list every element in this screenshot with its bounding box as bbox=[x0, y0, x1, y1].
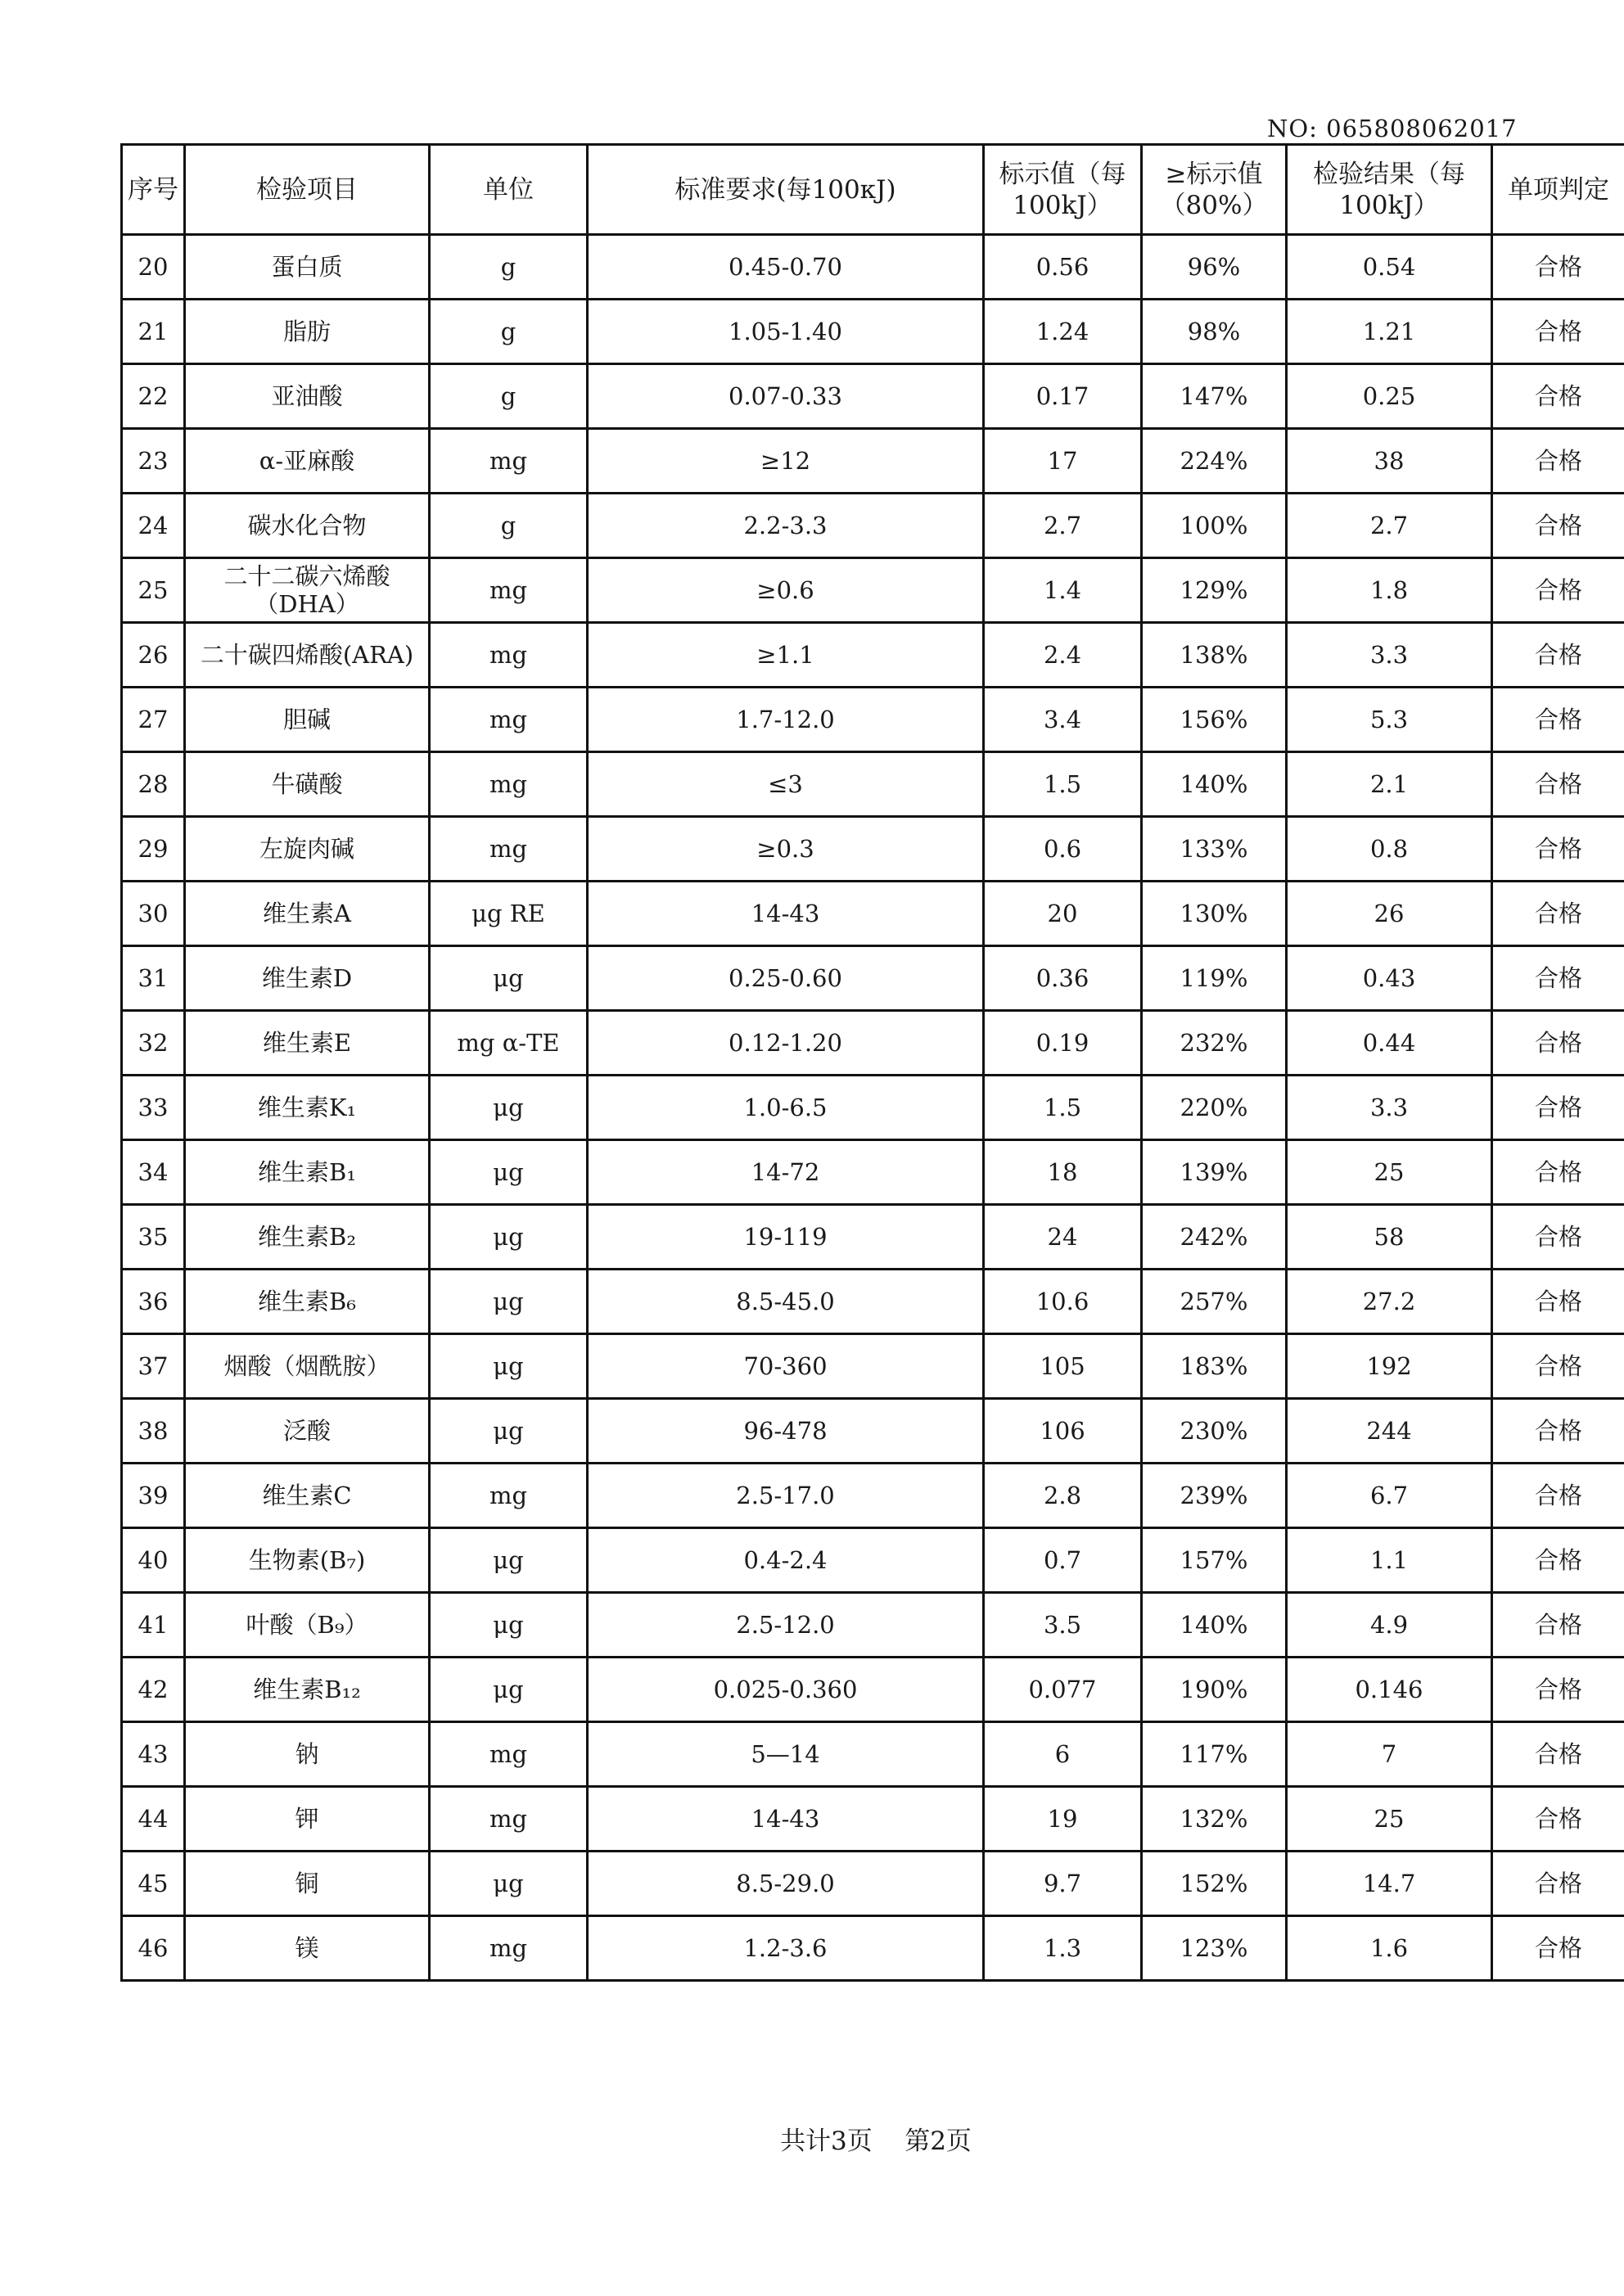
cell-no: 27 bbox=[122, 688, 185, 752]
cell-result: 192 bbox=[1287, 1334, 1492, 1399]
cell-labeled-value: 0.36 bbox=[984, 946, 1142, 1011]
cell-standard: 0.07-0.33 bbox=[588, 364, 984, 429]
cell-standard: ≥1.1 bbox=[588, 623, 984, 688]
cell-ratio: 129% bbox=[1142, 558, 1287, 623]
cell-judgement: 合格 bbox=[1492, 1334, 1624, 1399]
header-ratio: ≥标示值（80%） bbox=[1142, 145, 1287, 235]
cell-standard: 2.5-12.0 bbox=[588, 1593, 984, 1658]
cell-standard: ≥0.3 bbox=[588, 817, 984, 882]
cell-item: 亚油酸 bbox=[185, 364, 430, 429]
cell-ratio: 220% bbox=[1142, 1076, 1287, 1140]
cell-standard: 0.12-1.20 bbox=[588, 1011, 984, 1076]
cell-item: 维生素D bbox=[185, 946, 430, 1011]
cell-ratio: 140% bbox=[1142, 1593, 1287, 1658]
cell-unit: mg α-TE bbox=[430, 1011, 588, 1076]
cell-result: 27.2 bbox=[1287, 1270, 1492, 1334]
header-judgement: 单项判定 bbox=[1492, 145, 1624, 235]
cell-result: 0.44 bbox=[1287, 1011, 1492, 1076]
table-row bbox=[122, 1852, 1624, 1916]
cell-ratio: 242% bbox=[1142, 1205, 1287, 1270]
cell-ratio: 152% bbox=[1142, 1852, 1287, 1916]
cell-no: 41 bbox=[122, 1593, 185, 1658]
cell-no: 44 bbox=[122, 1787, 185, 1852]
table-row bbox=[122, 494, 1624, 558]
cell-result: 38 bbox=[1287, 429, 1492, 494]
cell-labeled-value: 0.6 bbox=[984, 817, 1142, 882]
cell-judgement: 合格 bbox=[1492, 1658, 1624, 1722]
cell-labeled-value: 2.4 bbox=[984, 623, 1142, 688]
table-row bbox=[122, 623, 1624, 688]
cell-standard: 2.2-3.3 bbox=[588, 494, 984, 558]
cell-item: 叶酸（B₉） bbox=[185, 1593, 430, 1658]
table-row bbox=[122, 1916, 1624, 1981]
table-row bbox=[122, 882, 1624, 946]
cell-result: 3.3 bbox=[1287, 623, 1492, 688]
cell-standard: 14-43 bbox=[588, 1787, 984, 1852]
cell-item: 二十二碳六烯酸（DHA） bbox=[185, 558, 430, 623]
cell-unit: mg bbox=[430, 817, 588, 882]
cell-result: 0.54 bbox=[1287, 235, 1492, 300]
header-item: 检验项目 bbox=[185, 145, 430, 235]
cell-result: 5.3 bbox=[1287, 688, 1492, 752]
cell-result: 1.1 bbox=[1287, 1528, 1492, 1593]
cell-item: 碳水化合物 bbox=[185, 494, 430, 558]
cell-no: 33 bbox=[122, 1076, 185, 1140]
cell-item: 维生素A bbox=[185, 882, 430, 946]
cell-standard: 0.025-0.360 bbox=[588, 1658, 984, 1722]
cell-judgement: 合格 bbox=[1492, 429, 1624, 494]
cell-result: 1.6 bbox=[1287, 1916, 1492, 1981]
table-row bbox=[122, 1140, 1624, 1205]
cell-unit: μg bbox=[430, 1334, 588, 1399]
table-row bbox=[122, 688, 1624, 752]
cell-standard: 1.0-6.5 bbox=[588, 1076, 984, 1140]
cell-no: 42 bbox=[122, 1658, 185, 1722]
cell-no: 20 bbox=[122, 235, 185, 300]
cell-standard: ≥12 bbox=[588, 429, 984, 494]
cell-labeled-value: 1.5 bbox=[984, 752, 1142, 817]
cell-judgement: 合格 bbox=[1492, 946, 1624, 1011]
table-row bbox=[122, 946, 1624, 1011]
cell-labeled-value: 1.5 bbox=[984, 1076, 1142, 1140]
table-row bbox=[122, 817, 1624, 882]
cell-standard: 19-119 bbox=[588, 1205, 984, 1270]
cell-standard: 1.2-3.6 bbox=[588, 1916, 984, 1981]
cell-ratio: 156% bbox=[1142, 688, 1287, 752]
cell-unit: mg bbox=[430, 429, 588, 494]
cell-labeled-value: 6 bbox=[984, 1722, 1142, 1787]
cell-item: 左旋肉碱 bbox=[185, 817, 430, 882]
cell-unit: μg bbox=[430, 1076, 588, 1140]
cell-standard: 70-360 bbox=[588, 1334, 984, 1399]
cell-item: 牛磺酸 bbox=[185, 752, 430, 817]
cell-labeled-value: 0.19 bbox=[984, 1011, 1142, 1076]
cell-result: 0.8 bbox=[1287, 817, 1492, 882]
cell-unit: g bbox=[430, 494, 588, 558]
cell-ratio: 119% bbox=[1142, 946, 1287, 1011]
cell-item: 胆碱 bbox=[185, 688, 430, 752]
cell-item: 维生素E bbox=[185, 1011, 430, 1076]
cell-standard: 8.5-45.0 bbox=[588, 1270, 984, 1334]
cell-no: 35 bbox=[122, 1205, 185, 1270]
cell-result: 2.7 bbox=[1287, 494, 1492, 558]
report-number: NO: 065808062017 bbox=[1267, 115, 1518, 142]
cell-result: 244 bbox=[1287, 1399, 1492, 1464]
table-row bbox=[122, 1011, 1624, 1076]
cell-judgement: 合格 bbox=[1492, 882, 1624, 946]
cell-ratio: 157% bbox=[1142, 1528, 1287, 1593]
cell-result: 2.1 bbox=[1287, 752, 1492, 817]
cell-labeled-value: 3.4 bbox=[984, 688, 1142, 752]
table-row bbox=[122, 235, 1624, 300]
cell-ratio: 224% bbox=[1142, 429, 1287, 494]
cell-result: 25 bbox=[1287, 1787, 1492, 1852]
cell-result: 6.7 bbox=[1287, 1464, 1492, 1528]
cell-ratio: 100% bbox=[1142, 494, 1287, 558]
cell-no: 31 bbox=[122, 946, 185, 1011]
table-row bbox=[122, 300, 1624, 364]
cell-unit: μg bbox=[430, 1852, 588, 1916]
table-row bbox=[122, 1334, 1624, 1399]
cell-item: 蛋白质 bbox=[185, 235, 430, 300]
table-row bbox=[122, 1658, 1624, 1722]
cell-standard: 14-72 bbox=[588, 1140, 984, 1205]
table-row bbox=[122, 1205, 1624, 1270]
cell-labeled-value: 3.5 bbox=[984, 1593, 1142, 1658]
header-labeled-value: 标示值（每100kJ） bbox=[984, 145, 1142, 235]
cell-judgement: 合格 bbox=[1492, 623, 1624, 688]
cell-result: 0.25 bbox=[1287, 364, 1492, 429]
cell-judgement: 合格 bbox=[1492, 817, 1624, 882]
cell-no: 38 bbox=[122, 1399, 185, 1464]
cell-item: 钠 bbox=[185, 1722, 430, 1787]
cell-ratio: 130% bbox=[1142, 882, 1287, 946]
cell-result: 1.8 bbox=[1287, 558, 1492, 623]
cell-standard: 0.25-0.60 bbox=[588, 946, 984, 1011]
cell-result: 25 bbox=[1287, 1140, 1492, 1205]
cell-labeled-value: 24 bbox=[984, 1205, 1142, 1270]
cell-labeled-value: 9.7 bbox=[984, 1852, 1142, 1916]
cell-item: 镁 bbox=[185, 1916, 430, 1981]
cell-no: 37 bbox=[122, 1334, 185, 1399]
table-row bbox=[122, 752, 1624, 817]
cell-result: 58 bbox=[1287, 1205, 1492, 1270]
cell-judgement: 合格 bbox=[1492, 1464, 1624, 1528]
cell-judgement: 合格 bbox=[1492, 1787, 1624, 1852]
cell-judgement: 合格 bbox=[1492, 1528, 1624, 1593]
cell-result: 14.7 bbox=[1287, 1852, 1492, 1916]
cell-no: 39 bbox=[122, 1464, 185, 1528]
table-row bbox=[122, 1593, 1624, 1658]
cell-unit: μg bbox=[430, 1399, 588, 1464]
header-no: 序号 bbox=[122, 145, 185, 235]
cell-standard: ≥0.6 bbox=[588, 558, 984, 623]
cell-ratio: 117% bbox=[1142, 1722, 1287, 1787]
cell-unit: μg bbox=[430, 1528, 588, 1593]
cell-labeled-value: 1.24 bbox=[984, 300, 1142, 364]
cell-unit: μg RE bbox=[430, 882, 588, 946]
cell-unit: μg bbox=[430, 1140, 588, 1205]
table-row bbox=[122, 1399, 1624, 1464]
table-row bbox=[122, 1787, 1624, 1852]
table-row bbox=[122, 1464, 1624, 1528]
cell-judgement: 合格 bbox=[1492, 558, 1624, 623]
cell-no: 24 bbox=[122, 494, 185, 558]
cell-unit: mg bbox=[430, 688, 588, 752]
cell-result: 4.9 bbox=[1287, 1593, 1492, 1658]
cell-labeled-value: 2.8 bbox=[984, 1464, 1142, 1528]
cell-unit: g bbox=[430, 235, 588, 300]
cell-ratio: 139% bbox=[1142, 1140, 1287, 1205]
cell-item: 维生素B₁₂ bbox=[185, 1658, 430, 1722]
cell-item: 维生素B₂ bbox=[185, 1205, 430, 1270]
cell-ratio: 147% bbox=[1142, 364, 1287, 429]
cell-standard: 0.45-0.70 bbox=[588, 235, 984, 300]
cell-judgement: 合格 bbox=[1492, 1852, 1624, 1916]
cell-labeled-value: 10.6 bbox=[984, 1270, 1142, 1334]
cell-item: 生物素(B₇) bbox=[185, 1528, 430, 1593]
cell-no: 43 bbox=[122, 1722, 185, 1787]
cell-ratio: 190% bbox=[1142, 1658, 1287, 1722]
header-result: 检验结果（每100kJ） bbox=[1287, 145, 1492, 235]
table-header-row bbox=[122, 145, 1624, 235]
cell-item: 钾 bbox=[185, 1787, 430, 1852]
table-row bbox=[122, 364, 1624, 429]
cell-no: 22 bbox=[122, 364, 185, 429]
cell-item: 二十碳四烯酸(ARA) bbox=[185, 623, 430, 688]
cell-judgement: 合格 bbox=[1492, 235, 1624, 300]
cell-unit: g bbox=[430, 364, 588, 429]
cell-labeled-value: 1.3 bbox=[984, 1916, 1142, 1981]
cell-standard: 2.5-17.0 bbox=[588, 1464, 984, 1528]
table-row bbox=[122, 1528, 1624, 1593]
cell-item: 泛酸 bbox=[185, 1399, 430, 1464]
cell-ratio: 98% bbox=[1142, 300, 1287, 364]
cell-standard: 8.5-29.0 bbox=[588, 1852, 984, 1916]
cell-result: 3.3 bbox=[1287, 1076, 1492, 1140]
cell-judgement: 合格 bbox=[1492, 688, 1624, 752]
inspection-results-table bbox=[120, 143, 1624, 1982]
cell-item: 铜 bbox=[185, 1852, 430, 1916]
cell-labeled-value: 106 bbox=[984, 1399, 1142, 1464]
cell-item: 脂肪 bbox=[185, 300, 430, 364]
cell-labeled-value: 1.4 bbox=[984, 558, 1142, 623]
cell-no: 28 bbox=[122, 752, 185, 817]
cell-ratio: 133% bbox=[1142, 817, 1287, 882]
header-unit: 单位 bbox=[430, 145, 588, 235]
cell-judgement: 合格 bbox=[1492, 1140, 1624, 1205]
cell-no: 40 bbox=[122, 1528, 185, 1593]
cell-judgement: 合格 bbox=[1492, 1270, 1624, 1334]
cell-unit: mg bbox=[430, 558, 588, 623]
cell-no: 46 bbox=[122, 1916, 185, 1981]
cell-unit: mg bbox=[430, 1464, 588, 1528]
cell-no: 26 bbox=[122, 623, 185, 688]
cell-judgement: 合格 bbox=[1492, 1011, 1624, 1076]
table-row bbox=[122, 1076, 1624, 1140]
cell-labeled-value: 17 bbox=[984, 429, 1142, 494]
cell-labeled-value: 0.7 bbox=[984, 1528, 1142, 1593]
cell-labeled-value: 19 bbox=[984, 1787, 1142, 1852]
cell-no: 36 bbox=[122, 1270, 185, 1334]
cell-judgement: 合格 bbox=[1492, 364, 1624, 429]
cell-labeled-value: 0.56 bbox=[984, 235, 1142, 300]
cell-judgement: 合格 bbox=[1492, 1205, 1624, 1270]
cell-unit: μg bbox=[430, 946, 588, 1011]
cell-ratio: 96% bbox=[1142, 235, 1287, 300]
cell-judgement: 合格 bbox=[1492, 300, 1624, 364]
page-counter: 共计3页 第2页 bbox=[780, 2127, 972, 2156]
cell-no: 25 bbox=[122, 558, 185, 623]
cell-ratio: 123% bbox=[1142, 1916, 1287, 1981]
cell-ratio: 132% bbox=[1142, 1787, 1287, 1852]
cell-item: 维生素C bbox=[185, 1464, 430, 1528]
cell-ratio: 230% bbox=[1142, 1399, 1287, 1464]
cell-judgement: 合格 bbox=[1492, 1593, 1624, 1658]
cell-standard: ≤3 bbox=[588, 752, 984, 817]
cell-standard: 14-43 bbox=[588, 882, 984, 946]
cell-labeled-value: 18 bbox=[984, 1140, 1142, 1205]
cell-unit: mg bbox=[430, 1787, 588, 1852]
cell-labeled-value: 2.7 bbox=[984, 494, 1142, 558]
cell-unit: μg bbox=[430, 1205, 588, 1270]
cell-judgement: 合格 bbox=[1492, 1076, 1624, 1140]
table-row bbox=[122, 1270, 1624, 1334]
cell-result: 0.43 bbox=[1287, 946, 1492, 1011]
cell-standard: 1.7-12.0 bbox=[588, 688, 984, 752]
cell-standard: 96-478 bbox=[588, 1399, 984, 1464]
cell-unit: μg bbox=[430, 1270, 588, 1334]
cell-item: α-亚麻酸 bbox=[185, 429, 430, 494]
cell-standard: 5—14 bbox=[588, 1722, 984, 1787]
table-row bbox=[122, 558, 1624, 623]
cell-ratio: 140% bbox=[1142, 752, 1287, 817]
cell-labeled-value: 20 bbox=[984, 882, 1142, 946]
cell-standard: 0.4-2.4 bbox=[588, 1528, 984, 1593]
cell-no: 30 bbox=[122, 882, 185, 946]
cell-item: 维生素K₁ bbox=[185, 1076, 430, 1140]
cell-judgement: 合格 bbox=[1492, 752, 1624, 817]
cell-ratio: 138% bbox=[1142, 623, 1287, 688]
cell-standard: 1.05-1.40 bbox=[588, 300, 984, 364]
cell-labeled-value: 0.17 bbox=[984, 364, 1142, 429]
cell-labeled-value: 0.077 bbox=[984, 1658, 1142, 1722]
cell-labeled-value: 105 bbox=[984, 1334, 1142, 1399]
cell-judgement: 合格 bbox=[1492, 494, 1624, 558]
cell-ratio: 183% bbox=[1142, 1334, 1287, 1399]
cell-judgement: 合格 bbox=[1492, 1722, 1624, 1787]
table-row bbox=[122, 429, 1624, 494]
cell-ratio: 232% bbox=[1142, 1011, 1287, 1076]
cell-no: 32 bbox=[122, 1011, 185, 1076]
cell-judgement: 合格 bbox=[1492, 1916, 1624, 1981]
cell-unit: g bbox=[430, 300, 588, 364]
cell-result: 0.146 bbox=[1287, 1658, 1492, 1722]
cell-no: 21 bbox=[122, 300, 185, 364]
cell-item: 维生素B₆ bbox=[185, 1270, 430, 1334]
cell-item: 维生素B₁ bbox=[185, 1140, 430, 1205]
cell-ratio: 257% bbox=[1142, 1270, 1287, 1334]
cell-unit: μg bbox=[430, 1658, 588, 1722]
cell-unit: mg bbox=[430, 1916, 588, 1981]
cell-judgement: 合格 bbox=[1492, 1399, 1624, 1464]
cell-no: 29 bbox=[122, 817, 185, 882]
cell-no: 23 bbox=[122, 429, 185, 494]
cell-no: 45 bbox=[122, 1852, 185, 1916]
cell-unit: mg bbox=[430, 1722, 588, 1787]
cell-result: 7 bbox=[1287, 1722, 1492, 1787]
cell-unit: mg bbox=[430, 752, 588, 817]
cell-unit: mg bbox=[430, 623, 588, 688]
table-row bbox=[122, 1722, 1624, 1787]
cell-result: 26 bbox=[1287, 882, 1492, 946]
cell-result: 1.21 bbox=[1287, 300, 1492, 364]
cell-ratio: 239% bbox=[1142, 1464, 1287, 1528]
cell-item: 烟酸（烟酰胺） bbox=[185, 1334, 430, 1399]
cell-unit: μg bbox=[430, 1593, 588, 1658]
cell-no: 34 bbox=[122, 1140, 185, 1205]
header-standard: 标准要求(每100κJ) bbox=[588, 145, 984, 235]
